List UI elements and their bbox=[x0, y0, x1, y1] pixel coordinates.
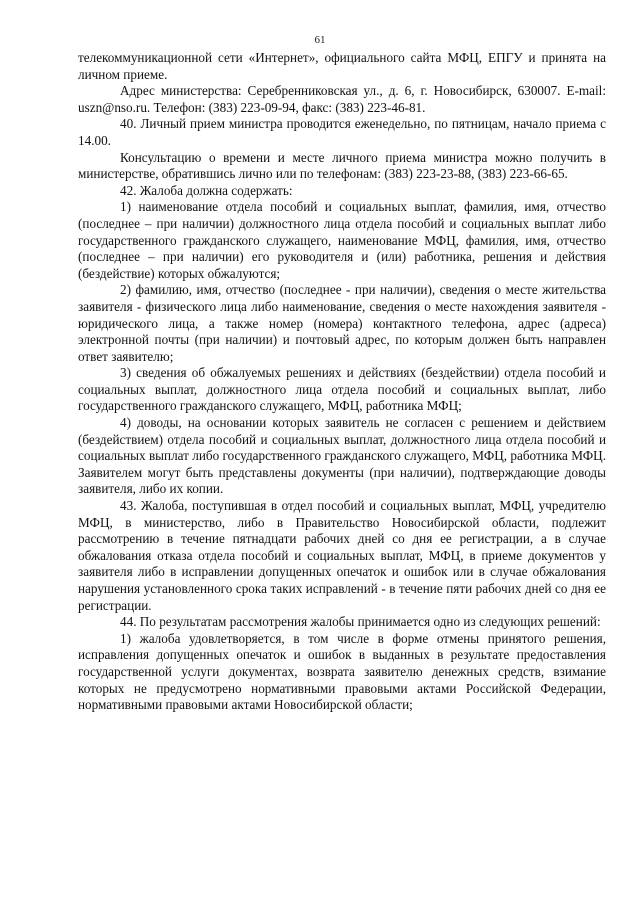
paragraph-42-item-3: 3) сведения об обжалуемых решениях и действиях (бездействии) отдела пособий и социальных выплат, должностного лица отдела пособий и социальных выплат, либо государственного гражданского служащего, МФЦ, работника МФЦ; bbox=[78, 365, 606, 414]
paragraph-44-item-1: 1) жалоба удовлетворяется, в том числе в форме отмены принятого решения, исправления допущенных опечаток и ошибок в выданных в результате предоставления государственной услуги документах, возврата заявителю денежных средств, взимание которых не предусмотрено нормативными правовыми актами Российской Федерации, нормативными правовыми актами Новосибирской области; bbox=[78, 630, 606, 713]
paragraph-consultation: Консультацию о времени и месте личного приема министра можно получить в министерстве, обратившись лично или по телефонам: (383) 223-23-88, (383) 223-66-65. bbox=[78, 149, 606, 182]
paragraph-42-complaint-contents: 42. Жалоба должна содержать: bbox=[120, 182, 293, 198]
paragraph-42-item-1: 1) наименование отдела пособий и социальных выплат, фамилия, имя, отчество (последнее – при наличии) должностного лица отдела пособий и социальных выплат либо государственного гражданского служащего, наименование МФЦ, фамилия, имя, отчество (последнее – при наличии) его руководителя и (или) работника, решения и действия (бездействие) которых обжалуются; bbox=[78, 199, 606, 281]
paragraph-42-item-2: 2) фамилию, имя, отчество (последнее - при наличии), сведения о месте жительства заявителя - физического лица либо наименование, сведения о месте нахождения заявителя - юридического лица, а также номер (номера) контактного телефона, адрес (адреса) электронной почты (при наличии) и почтовый адрес, по которым должен быть направлен ответ заявителю; bbox=[78, 282, 606, 364]
paragraph-ministry-address: Адрес министерства: Серебренниковская ул., д. 6, г. Новосибирск, 630007. E-mail: uszn@nso.ru. Телефон: (383) 223-09-94, факс: (383) 223-46-81. bbox=[78, 83, 606, 115]
paragraph-continuation: телекоммуникационной сети «Интернет», официального сайта МФЦ, ЕПГУ и принята на личном приеме. bbox=[78, 50, 606, 82]
paragraph-44-decisions: 44. По результатам рассмотрения жалобы принимается одно из следующих решений: bbox=[120, 614, 601, 630]
document-body bbox=[78, 50, 606, 714]
paragraph-43-review-terms: 43. Жалоба, поступившая в отдел пособий и социальных выплат, МФЦ, учредителю МФЦ, в министерство, либо в Правительство Новосибирской области, подлежит рассмотрению в течение пятнадцати рабочих дней со дня ее регистрации, а в случае обжалования отказа отдела пособий и социальных выплат, МФЦ, в приеме документов у заявителя либо в исправлении допущенных опечаток и ошибок или в случае обжалования нарушения установленного срока таких исправлений - в течение пяти рабочих дней со дня ее регистрации. bbox=[78, 498, 606, 613]
paragraph-42-item-4: 4) доводы, на основании которых заявитель не согласен с решением и действием (бездействием) отдела пособий и социальных выплат, должностного лица отдела пособий и социальных выплат либо государственного гражданского служащего, МФЦ, работника МФЦ. Заявителем могут быть представлены документы (при наличии), подтверждающие доводы заявителя, либо их копии. bbox=[78, 415, 606, 497]
page-number: 61 bbox=[314, 34, 326, 46]
paragraph-40-personal-reception: 40. Личный прием министра проводится еженедельно, по пятницам, начало приема с 14.00. bbox=[78, 116, 606, 148]
